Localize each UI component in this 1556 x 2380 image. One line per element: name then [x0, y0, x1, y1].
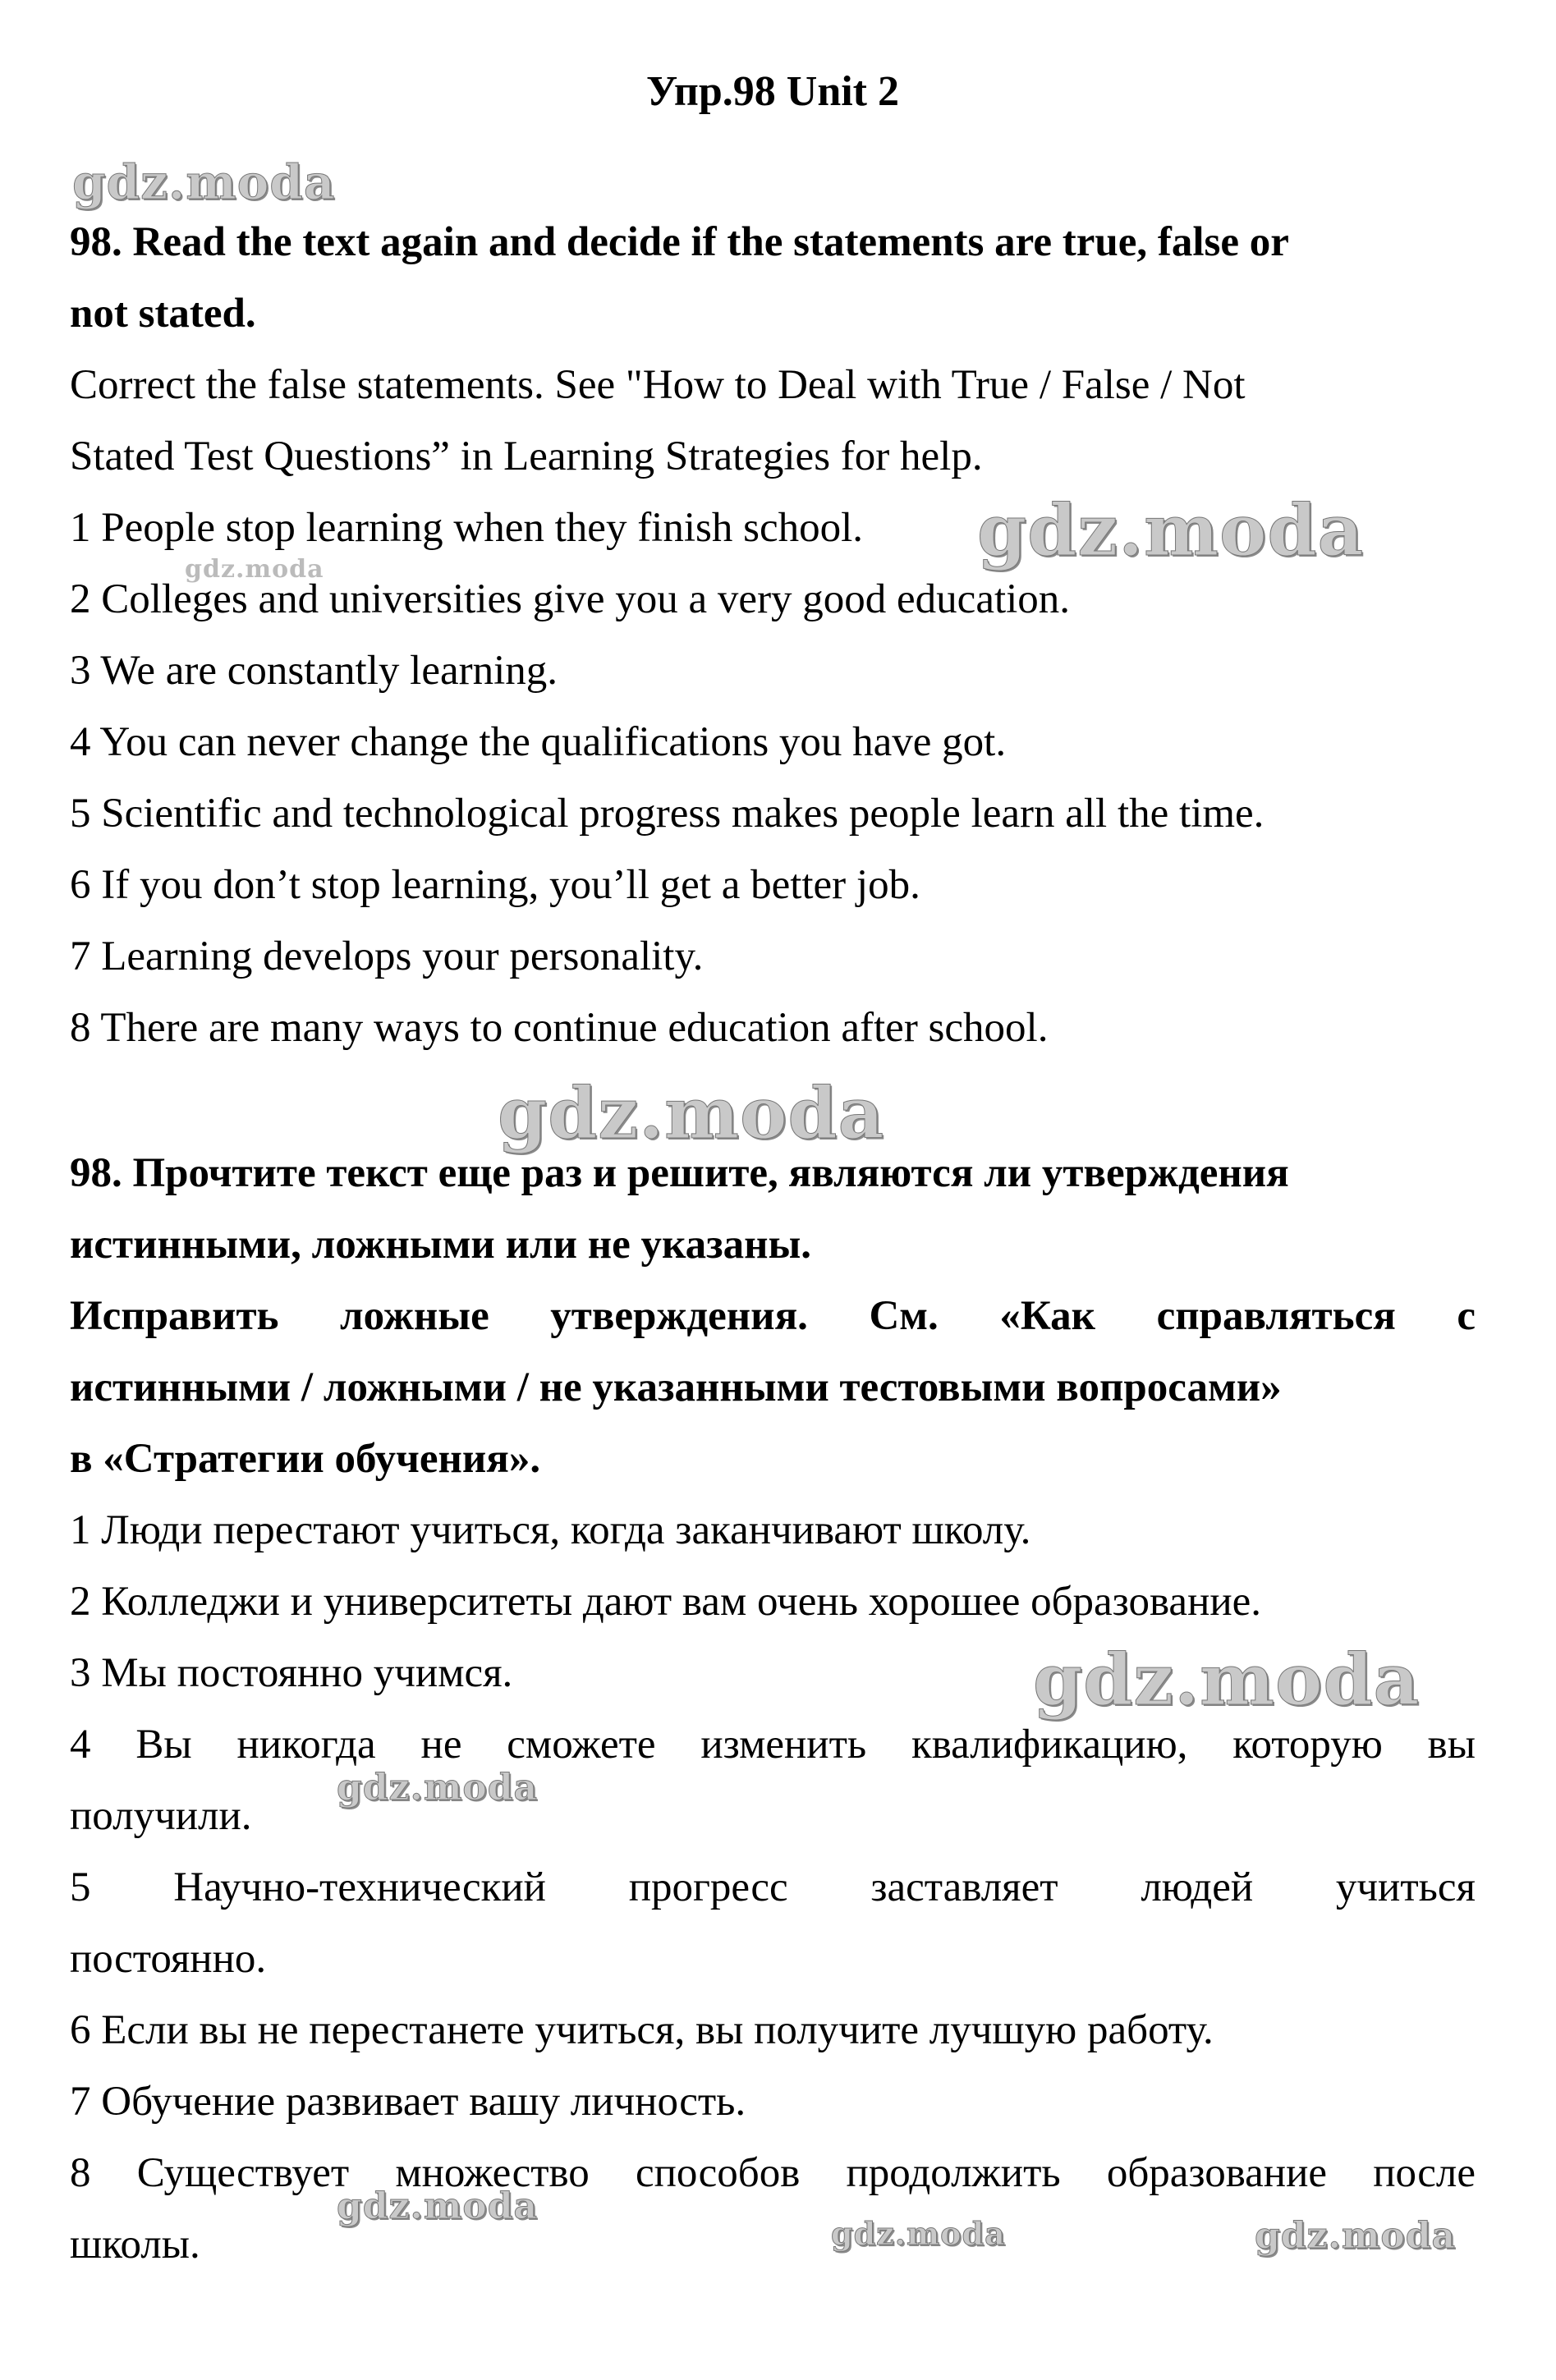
russian-statement-continuation: получили. [70, 1793, 252, 1839]
english-instruction-line-1: Correct the false statements. See "How to Deal with True / False / Not [70, 362, 1246, 408]
watermark-logo: gdz.moda [185, 555, 324, 584]
watermark-logo: gdz.moda [1255, 2215, 1457, 2257]
watermark-logo: gdz.moda [498, 1072, 885, 1155]
russian-instruction-line-2: истинными / ложными / не указанными тестовыми вопросами» [70, 1364, 1282, 1410]
english-task-heading-line-2: not stated. [70, 291, 256, 337]
russian-task-heading-line-1: 98. Прочтите текст еще раз и решите, являются ли утверждения [70, 1150, 1289, 1196]
russian-statement-continuation: постоянно. [70, 1936, 267, 1982]
english-task-heading-line-1: 98. Read the text again and decide if the statements are true, false or [70, 219, 1289, 265]
watermark-logo: gdz.moda [337, 2185, 539, 2227]
russian-statement: 5 Научно-технический прогресс заставляет людей учиться [70, 1864, 1476, 1910]
russian-statement: 8 Существует множество способов продолжить образование после [70, 2150, 1476, 2196]
english-statement: 6 If you don’t stop learning, you’ll get a better job. [70, 862, 920, 908]
russian-statement: 3 Мы постоянно учимся. [70, 1650, 513, 1696]
document-page [70, 0, 1476, 2380]
watermark-logo: gdz.moda [1033, 1639, 1421, 1722]
russian-statement-continuation: школы. [70, 2222, 200, 2268]
english-statement: 8 There are many ways to continue education after school. [70, 1005, 1049, 1051]
russian-instruction-line-3: в «Стратегии обучения». [70, 1436, 541, 1482]
english-statement: 2 Colleges and universities give you a very good education. [70, 576, 1071, 622]
russian-instruction-line-1: Исправить ложные утверждения. См. «Как справляться с [70, 1293, 1476, 1339]
page-title: Упр.98 Unit 2 [645, 68, 899, 115]
russian-statement: 6 Если вы не перестанете учиться, вы получите лучшую работу. [70, 2007, 1214, 2053]
english-instruction-line-2: Stated Test Questions” in Learning Strategies for help. [70, 433, 983, 479]
russian-statement: 4 Вы никогда не сможете изменить квалификацию, которую вы [70, 1722, 1476, 1768]
russian-statement: 7 Обучение развивает вашу личность. [70, 2079, 746, 2125]
russian-task-heading-line-2: истинными, ложными или не указаны. [70, 1222, 812, 1268]
english-statement: 3 We are constantly learning. [70, 648, 558, 694]
russian-statement: 2 Колледжи и университеты дают вам очень хорошее образование. [70, 1579, 1262, 1625]
english-exercise [70, 207, 1476, 1064]
english-statement: 7 Learning develops your personality. [70, 933, 704, 979]
english-statement: 1 People stop learning when they finish school. [70, 505, 864, 551]
russian-statement: 1 Люди перестают учиться, когда заканчивают школу. [70, 1507, 1031, 1553]
watermark-logo: gdz.moda [337, 1767, 539, 1809]
english-statement: 4 You can never change the qualifications you have got. [70, 719, 1007, 765]
watermark-logo: gdz.moda [831, 2215, 1006, 2252]
english-statement: 5 Scientific and technological progress makes people learn all the time. [70, 791, 1265, 837]
watermark-logo: gdz.moda [977, 489, 1365, 572]
watermark-logo: gdz.moda [72, 154, 336, 210]
